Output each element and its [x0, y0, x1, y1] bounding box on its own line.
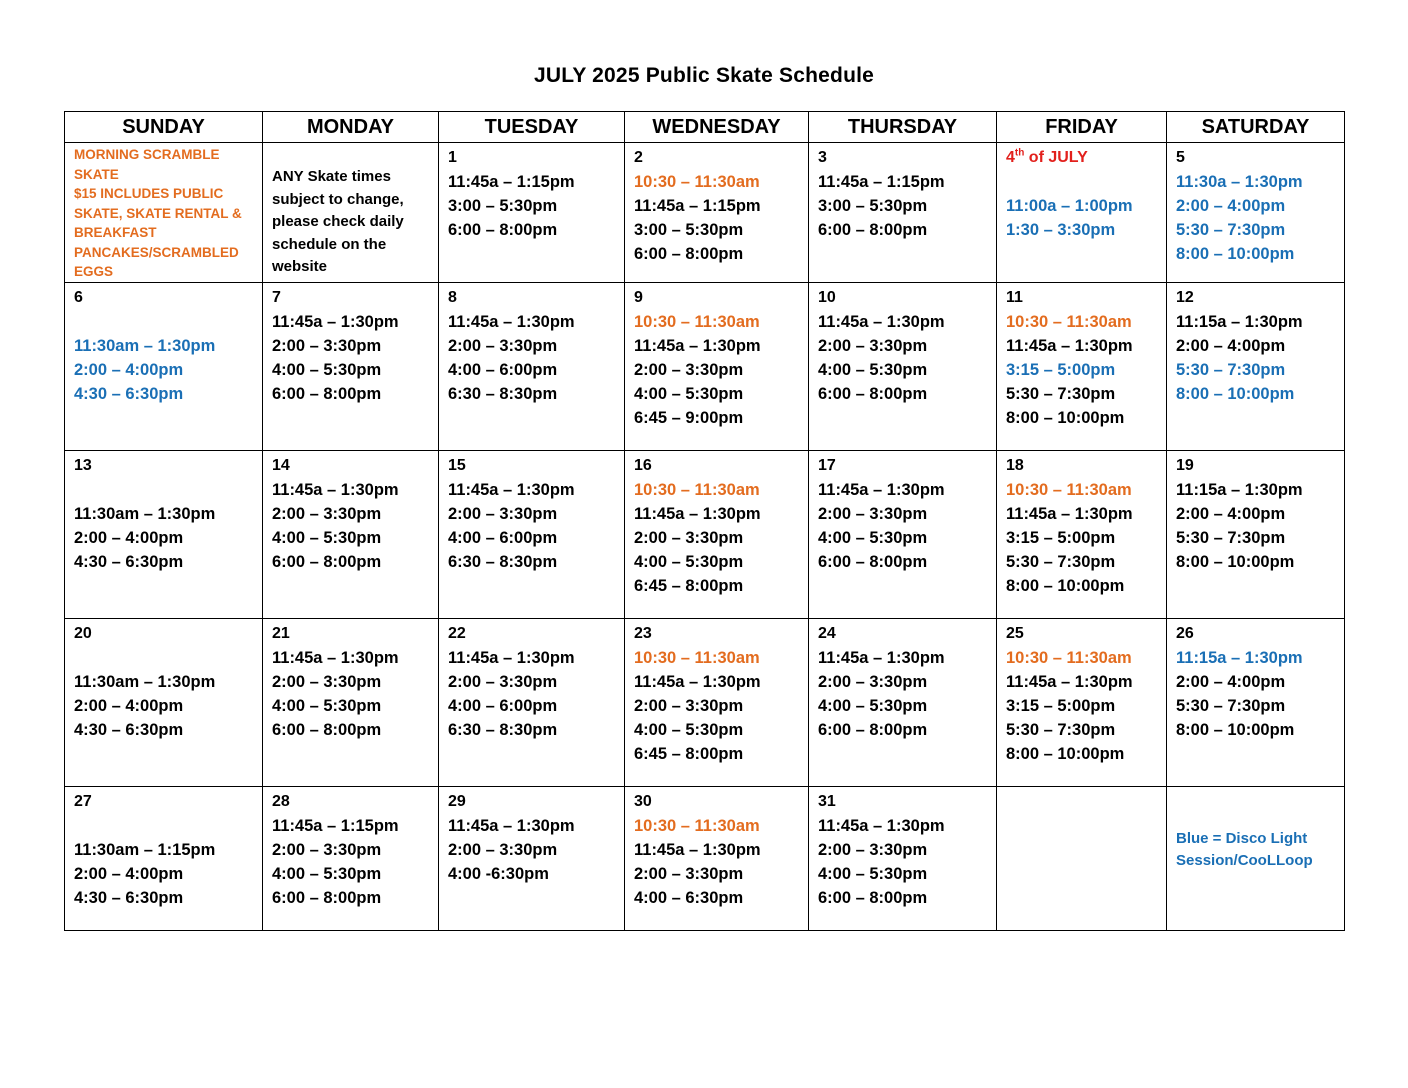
day-number: 24 — [818, 624, 836, 642]
time-slot: 2:00 – 3:30pm — [448, 336, 558, 355]
day-cell — [263, 786, 439, 930]
time-slot: 10:30 – 11:30am — [634, 648, 760, 667]
time-slot: 11:45a – 1:30pm — [1006, 672, 1133, 691]
time-slot: 11:45a – 1:30pm — [818, 312, 945, 331]
day-cell-fourth-of-july — [997, 143, 1167, 283]
holiday-text: of JULY — [1024, 149, 1088, 166]
time-slot: 11:45a – 1:30pm — [818, 480, 945, 499]
day-number: 15 — [448, 456, 466, 474]
time-slot: 2:00 – 3:30pm — [272, 672, 382, 691]
legend-cell — [1167, 786, 1345, 930]
time-slot: 11:45a – 1:30pm — [448, 648, 575, 667]
time-slot: 5:30 – 7:30pm — [1006, 552, 1116, 571]
disclaimer-line: schedule on the — [272, 235, 387, 253]
time-slot: 2:00 – 3:30pm — [818, 336, 928, 355]
day-number: 23 — [634, 624, 652, 642]
empty-cell — [997, 786, 1167, 930]
time-slot: 11:30a – 1:30pm — [1176, 173, 1303, 191]
time-slot: 11:45a – 1:30pm — [634, 672, 761, 691]
time-slot: 2:00 – 3:30pm — [272, 504, 382, 523]
disclaimer-line: please check daily — [272, 213, 404, 230]
time-slot: 2:00 – 4:00pm — [74, 696, 184, 715]
time-slot: 2:00 – 4:00pm — [1176, 672, 1286, 691]
header-row — [65, 112, 1345, 143]
day-number: 9 — [634, 288, 643, 306]
note-line: $15 INCLUDES PUBLIC — [74, 186, 224, 201]
note-line: BREAKFAST — [74, 225, 157, 240]
time-slot: 5:30 – 7:30pm — [1006, 720, 1116, 739]
day-number: 13 — [74, 456, 92, 474]
time-slot: 11:45a – 1:30pm — [448, 816, 575, 835]
holiday-label — [1006, 146, 1162, 170]
time-slot: 6:00 – 8:00pm — [818, 720, 928, 739]
day-number: 6 — [74, 288, 83, 306]
time-slot: 6:45 – 9:00pm — [634, 408, 744, 427]
day-cell — [439, 618, 625, 786]
time-slot: 2:00 – 4:00pm — [74, 360, 184, 379]
day-cell — [263, 618, 439, 786]
day-number: 28 — [272, 792, 290, 810]
time-slot: 2:00 – 3:30pm — [818, 840, 928, 859]
time-slot: 11:15a – 1:30pm — [1176, 648, 1303, 667]
time-slot: 11:00a – 1:00pm — [1006, 197, 1133, 215]
time-slot: 6:30 – 8:30pm — [448, 552, 558, 571]
day-number: 5 — [1176, 149, 1185, 166]
time-slot: 11:45a – 1:30pm — [448, 312, 575, 331]
day-cell — [809, 282, 997, 450]
time-slot: 10:30 – 11:30am — [634, 816, 760, 835]
day-cell — [809, 450, 997, 618]
time-slot: 5:30 – 7:30pm — [1176, 360, 1286, 379]
header-thursday: THURSDAY — [809, 112, 997, 143]
time-slot: 8:00 – 10:00pm — [1176, 384, 1295, 403]
legend-line: Blue = Disco Light — [1176, 829, 1308, 847]
time-slot: 5:30 – 7:30pm — [1176, 528, 1286, 547]
legend — [1176, 828, 1340, 872]
day-number: 11 — [1006, 288, 1023, 306]
day-cell — [997, 450, 1167, 618]
time-slot: 6:30 – 8:30pm — [448, 720, 558, 739]
day-number: 1 — [448, 149, 457, 166]
day-cell — [997, 282, 1167, 450]
time-slot: 8:00 – 10:00pm — [1176, 552, 1295, 571]
time-slot: 11:45a – 1:30pm — [272, 648, 399, 667]
time-slot: 4:30 – 6:30pm — [74, 720, 184, 739]
day-cell — [1167, 618, 1345, 786]
time-slot: 1:30 – 3:30pm — [1006, 221, 1116, 239]
time-slot: 11:45a – 1:15pm — [634, 197, 761, 215]
time-slot: 6:30 – 8:30pm — [448, 384, 558, 403]
calendar-table — [64, 111, 1345, 931]
day-cell — [625, 282, 809, 450]
time-slot: 2:00 – 4:00pm — [74, 528, 184, 547]
week-row — [65, 143, 1345, 283]
day-cell — [1167, 282, 1345, 450]
time-slot: 2:00 – 3:30pm — [448, 672, 558, 691]
time-slot: 4:00 – 6:30pm — [634, 888, 744, 907]
time-slot: 4:00 – 6:00pm — [448, 696, 558, 715]
time-slot: 6:00 – 8:00pm — [634, 245, 744, 263]
time-slot: 5:30 – 7:30pm — [1006, 384, 1116, 403]
time-slot: 11:30am – 1:15pm — [74, 840, 216, 859]
time-slot: 3:15 – 5:00pm — [1006, 360, 1116, 379]
time-slot: 11:45a – 1:30pm — [818, 648, 945, 667]
time-slot: 2:00 – 3:30pm — [272, 336, 382, 355]
note-line: SKATE — [74, 166, 119, 182]
day-number: 8 — [448, 288, 457, 306]
time-slot: 6:00 – 8:00pm — [818, 552, 928, 571]
time-slot: 11:45a – 1:30pm — [634, 504, 761, 523]
time-slot: 11:45a – 1:30pm — [272, 312, 399, 331]
day-number: 7 — [272, 288, 281, 306]
day-cell — [625, 786, 809, 930]
day-number: 27 — [74, 792, 92, 810]
day-cell — [997, 618, 1167, 786]
day-number: 18 — [1006, 456, 1024, 474]
holiday-day: 4 — [1006, 149, 1015, 166]
time-slot: 4:00 – 5:30pm — [634, 720, 744, 739]
day-cell — [263, 282, 439, 450]
day-number: 21 — [272, 624, 290, 642]
time-slot: 11:45a – 1:30pm — [634, 840, 761, 859]
time-slot: 4:00 – 5:30pm — [818, 360, 928, 379]
header-friday: FRIDAY — [997, 112, 1167, 143]
time-slot: 2:00 – 3:30pm — [634, 360, 744, 379]
time-slot: 11:45a – 1:15pm — [272, 816, 399, 835]
time-slot: 11:15a – 1:30pm — [1176, 480, 1303, 499]
day-number: 25 — [1006, 624, 1024, 642]
time-slot: 6:00 – 8:00pm — [818, 888, 928, 907]
day-cell — [263, 450, 439, 618]
day-number: 31 — [818, 792, 836, 810]
time-slot: 8:00 – 10:00pm — [1006, 744, 1125, 763]
day-cell — [625, 450, 809, 618]
time-slot: 3:00 – 5:30pm — [634, 221, 744, 239]
time-slot: 11:45a – 1:30pm — [1006, 504, 1133, 523]
time-slot: 4:00 – 5:30pm — [634, 552, 744, 571]
time-slot: 3:15 – 5:00pm — [1006, 696, 1116, 715]
day-cell — [809, 618, 997, 786]
time-slot: 4:00 – 5:30pm — [272, 864, 382, 883]
time-slot: 2:00 – 3:30pm — [634, 864, 744, 883]
time-slot: 6:00 – 8:00pm — [448, 221, 558, 239]
time-slot: 6:00 – 8:00pm — [818, 384, 928, 403]
time-slot: 8:00 – 10:00pm — [1006, 408, 1125, 427]
day-number: 29 — [448, 792, 466, 810]
time-slot: 11:45a – 1:30pm — [272, 480, 399, 499]
time-slot: 6:00 – 8:00pm — [818, 221, 928, 239]
time-slot: 3:15 – 5:00pm — [1006, 528, 1116, 547]
time-slot: 10:30 – 11:30am — [1006, 480, 1132, 499]
time-slot: 5:30 – 7:30pm — [1176, 221, 1286, 239]
week-row — [65, 618, 1345, 786]
day-number: 2 — [634, 149, 643, 166]
time-slot: 5:30 – 7:30pm — [1176, 696, 1286, 715]
week-row — [65, 450, 1345, 618]
time-slot: 4:30 – 6:30pm — [74, 384, 184, 403]
week-row — [65, 786, 1345, 930]
time-slot: 4:00 – 5:30pm — [272, 528, 382, 547]
time-slot: 10:30 – 11:30am — [634, 480, 760, 499]
day-number: 30 — [634, 792, 652, 810]
time-slot: 8:00 – 10:00pm — [1006, 576, 1125, 595]
time-slot: 4:30 – 6:30pm — [74, 888, 184, 907]
morning-scramble-note — [65, 143, 263, 283]
header-saturday: SATURDAY — [1167, 112, 1345, 143]
time-slot: 6:45 – 8:00pm — [634, 576, 744, 595]
time-slot: 11:45a – 1:15pm — [818, 173, 945, 191]
time-slot: 4:00 – 5:30pm — [272, 696, 382, 715]
time-slot: 3:00 – 5:30pm — [448, 197, 558, 215]
time-slot: 2:00 – 3:30pm — [818, 504, 928, 523]
time-slot: 8:00 – 10:00pm — [1176, 245, 1295, 263]
day-number: 12 — [1176, 288, 1194, 306]
time-slot: 11:45a – 1:30pm — [634, 336, 761, 355]
note-line: MORNING SCRAMBLE — [74, 147, 220, 162]
time-slot: 11:45a – 1:30pm — [448, 480, 575, 499]
header-tuesday: TUESDAY — [439, 112, 625, 143]
header-monday: MONDAY — [263, 112, 439, 143]
day-cell — [439, 450, 625, 618]
day-cell — [809, 143, 997, 283]
time-slot: 10:30 – 11:30am — [1006, 312, 1132, 331]
disclaimer-line: ANY Skate times — [272, 168, 391, 185]
time-slot: 4:00 – 6:00pm — [448, 528, 558, 547]
schedule-disclaimer — [263, 143, 439, 283]
header-wednesday: WEDNESDAY — [625, 112, 809, 143]
day-number: 10 — [818, 288, 836, 306]
day-cell — [625, 143, 809, 283]
time-slot: 2:00 – 3:30pm — [448, 840, 558, 859]
time-slot: 4:00 – 6:00pm — [448, 360, 558, 379]
time-slot: 10:30 – 11:30am — [634, 173, 760, 191]
day-cell — [625, 618, 809, 786]
holiday-sup: th — [1014, 147, 1025, 159]
day-cell — [65, 786, 263, 930]
day-number: 22 — [448, 624, 466, 642]
time-slot: 8:00 – 10:00pm — [1176, 720, 1295, 739]
time-slot: 6:00 – 8:00pm — [272, 888, 382, 907]
time-slot: 6:45 – 8:00pm — [634, 744, 744, 763]
time-slot: 2:00 – 4:00pm — [1176, 336, 1286, 355]
time-slot: 3:00 – 5:30pm — [818, 197, 928, 215]
week-row — [65, 282, 1345, 450]
time-slot: 2:00 – 4:00pm — [1176, 504, 1286, 523]
day-cell — [65, 282, 263, 450]
day-cell — [439, 282, 625, 450]
time-slot: 10:30 – 11:30am — [634, 312, 760, 331]
disclaimer-line: website — [272, 258, 328, 275]
time-slot: 4:00 – 5:30pm — [272, 360, 382, 379]
day-cell — [65, 618, 263, 786]
time-slot: 2:00 – 4:00pm — [1176, 197, 1286, 215]
time-slot: 2:00 – 3:30pm — [634, 528, 744, 547]
time-slot: 6:00 – 8:00pm — [272, 720, 382, 739]
time-slot: 11:15a – 1:30pm — [1176, 312, 1303, 331]
time-slot: 11:45a – 1:30pm — [818, 816, 945, 835]
note-line: SKATE, SKATE RENTAL & — [74, 205, 242, 221]
note-line: PANCAKES/SCRAMBLED — [74, 244, 239, 260]
time-slot: 2:00 – 3:30pm — [818, 672, 928, 691]
day-number: 19 — [1176, 456, 1194, 474]
time-slot: 11:30am – 1:30pm — [74, 672, 216, 691]
time-slot: 6:00 – 8:00pm — [272, 552, 382, 571]
time-slot: 2:00 – 4:00pm — [74, 864, 184, 883]
time-slot: 2:00 – 3:30pm — [634, 696, 744, 715]
time-slot: 11:30am – 1:30pm — [74, 336, 216, 355]
time-slot: 4:00 – 5:30pm — [634, 384, 744, 403]
time-slot: 2:00 – 3:30pm — [272, 840, 382, 859]
day-cell — [65, 450, 263, 618]
header-sunday: SUNDAY — [65, 112, 263, 143]
time-slot: 10:30 – 11:30am — [1006, 648, 1132, 667]
time-slot: 2:00 – 3:30pm — [448, 504, 558, 523]
day-number: 26 — [1176, 624, 1194, 642]
time-slot: 11:45a – 1:15pm — [448, 173, 575, 191]
day-cell — [439, 786, 625, 930]
legend-line: Session/CooLLoop — [1176, 851, 1313, 869]
day-cell — [809, 786, 997, 930]
time-slot: 4:00 – 5:30pm — [818, 696, 928, 715]
time-slot: 4:00 – 5:30pm — [818, 528, 928, 547]
time-slot: 4:30 – 6:30pm — [74, 552, 184, 571]
time-slot: 4:00 -6:30pm — [448, 864, 549, 883]
time-slot: 11:30am – 1:30pm — [74, 504, 216, 523]
time-slot: 4:00 – 5:30pm — [818, 864, 928, 883]
day-cell — [439, 143, 625, 283]
page-title: JULY 2025 Public Skate Schedule — [533, 64, 875, 87]
day-number: 20 — [74, 624, 92, 642]
day-number: 16 — [634, 456, 652, 474]
time-slot: 11:45a – 1:30pm — [1006, 336, 1133, 355]
day-cell — [1167, 143, 1345, 283]
day-number: 3 — [818, 149, 827, 166]
day-cell — [1167, 450, 1345, 618]
day-number: 17 — [818, 456, 836, 474]
note-line: EGGS — [74, 264, 114, 279]
day-number: 14 — [272, 456, 290, 474]
disclaimer-line: subject to change, — [272, 190, 404, 208]
time-slot: 6:00 – 8:00pm — [272, 384, 382, 403]
